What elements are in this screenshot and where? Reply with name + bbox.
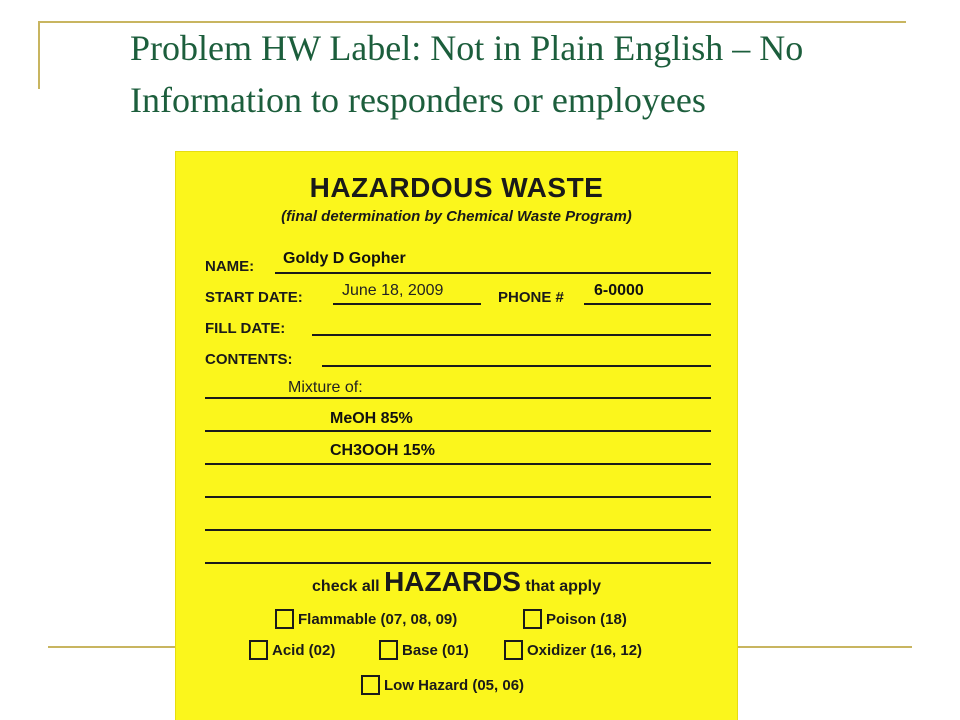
contents-line-6 (205, 562, 711, 564)
contents-label: CONTENTS: (205, 351, 293, 368)
contents-line-4 (205, 496, 711, 498)
phone-label: PHONE # (498, 289, 564, 306)
hazard-option-oxidizer[interactable] (504, 640, 642, 660)
hazard-option-base[interactable] (379, 640, 469, 660)
label-subheading: (final determination by Chemical Waste Program) (281, 208, 632, 225)
name-line (275, 272, 711, 274)
hazard-option-label: Acid (02) (272, 641, 336, 659)
checkbox[interactable] (504, 640, 523, 660)
contents-line-5 (205, 529, 711, 531)
start-date-label: START DATE: (205, 289, 303, 306)
frame-left-rule (38, 21, 40, 89)
contents-line-2 (205, 430, 711, 432)
hazard-option-label: Flammable (07, 08, 09) (298, 610, 458, 628)
contents-item: MeOH 85% (330, 410, 413, 427)
start-date-value: June 18, 2009 (342, 282, 444, 299)
slide-title: Problem HW Label: Not in Plain English – No Information to responders or employees (130, 28, 804, 120)
name-label: NAME: (205, 258, 255, 275)
contents-line-1 (205, 397, 711, 399)
checkbox[interactable] (361, 675, 380, 695)
name-value: Goldy D Gopher (283, 250, 406, 267)
fill-date-label: FILL DATE: (205, 320, 286, 337)
hazard-option-label: Low Hazard (05, 06) (384, 676, 525, 694)
checkbox[interactable] (275, 609, 294, 629)
contents-line-3 (205, 463, 711, 465)
hazards-heading (176, 566, 737, 598)
hazard-option-acid[interactable] (249, 640, 335, 660)
hazardous-waste-label (176, 152, 737, 720)
hazard-option-poison[interactable] (523, 609, 627, 629)
hazard-option-label: Poison (18) (546, 610, 627, 628)
checkbox[interactable] (523, 609, 542, 629)
contents-intro: Mixture of: (288, 379, 363, 396)
hazard-option-flammable[interactable] (275, 609, 457, 629)
label-heading: HAZARDOUS WASTE (309, 172, 604, 203)
contents-line (322, 365, 711, 367)
phone-line (584, 303, 711, 305)
phone-value: 6-0000 (594, 282, 644, 299)
checkbox[interactable] (379, 640, 398, 660)
hazards-emphasis: HAZARDS (384, 566, 521, 597)
start-date-line (333, 303, 481, 305)
hazards-prefix: check all (312, 578, 380, 595)
contents-item: CH3OOH 15% (330, 442, 435, 459)
hazards-suffix: that apply (525, 578, 601, 595)
checkbox[interactable] (249, 640, 268, 660)
hazard-option-low-hazard[interactable] (361, 675, 524, 695)
hazard-option-label: Oxidizer (16, 12) (527, 641, 643, 659)
hazard-option-label: Base (01) (402, 641, 469, 659)
fill-date-line (312, 334, 711, 336)
